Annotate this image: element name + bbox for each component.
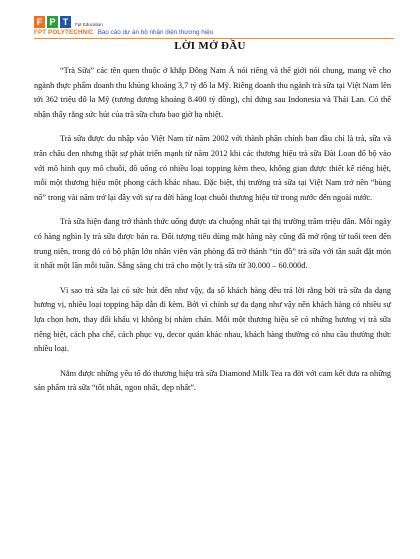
header-subtitle: Báo cáo dự án bộ nhận diện thương hiệu — [97, 29, 214, 36]
brand-name: FPT POLYTECHNIC — [34, 29, 94, 36]
paragraph: Nắm được những yếu tố đó thương hiệu trà sữa Diamond Milk Tea ra đời với cam kết đưa ra những sản phẩm trà sữa “tốt nhất, ngon nhất, đẹp nhất”. — [34, 368, 391, 393]
page-header — [34, 10, 394, 39]
logo-letter-t: T — [60, 16, 71, 28]
fpt-logo — [34, 16, 71, 28]
logo-subtext: Fpt Education — [75, 22, 103, 27]
body-content — [34, 64, 391, 406]
paragraph: Trà sữa hiện đang trở thành thức uống được ưa chuộng nhất tại thị trường trăm triệu dân. Mỗi ngày có hàng nghìn ly trà sữa được bán ra. Đối tượng tiêu dùng mặt hàng này cũng đã mở rộng từ tuổi teen đến trung niên, trong đó có bộ phận lớn nhân viên văn phòng đã trở thành “tín đồ” trà sữa với tần suất đặt món ít nhất một lần mỗi tuần. Sẵng sàng chi trả cho một ly trà sữa từ 30.000 – 60.000đ. — [34, 217, 391, 271]
logo-letter-p: P — [47, 16, 58, 28]
paragraph: Trà sữa được du nhập vào Việt Nam từ năm 2002 với thành phần chính ban đầu chỉ là trà, sữa và trân châu đen nhưng thật sự phát triển mạnh từ năm 2012 khi các thương hiệu trà sữa Đài Loan đổ bộ vào với mô hình quy mô chuỗi, đồ uống có nhiều loại topping kèm theo, không gian được thiết kế riêng biệt, mỗi một thương hiệu một phong cách khác nhau. Đặc biệt, thị trường trà sữa tại Việt Nam trở nên “bùng nổ” trong vài năm trở lại đây với sự ra đời hàng loạt chuỗi thương hiệu từ trong nước đến ngoài nước. — [34, 134, 391, 202]
header-line — [34, 29, 394, 36]
header-rule — [34, 38, 394, 39]
paragraph: Vì sao trà sữa lại có sức hút đến như vậy, đa số khách hàng đều trả lời rằng bởi trà sữa đa dạng hương vị, nhiều loại topping hấp dẫn đi kèm. Bởi vì chính sự đa dạng như vậy nên khách hàng có nhiều sự lựa chọn hơn, thay đổi khẩu vị không bị nhàm chán. Mỗi một thương hiệu sẽ có những hương vị trà sữa riêng biệt, cách pha chế, cách phục vụ, decor quán khác nhau, khách hàng thường có nhu cầu thưởng thức nhiều loại. — [34, 285, 391, 354]
paragraph: “Trà Sữa” các tên quen thuộc ở khắp Đông Nam Á nói riêng và thế giới nói chung, mang về cho ngành thực phẩm doanh thu khủng khoảng 3,7 tỷ đô la Mỹ. Riêng doanh thu ngành trà sữa tại Việt Nam lên tới 362 triệu đô la Mỹ (tương đương khoảng 8.400 tỷ đồng), chỉ đứng sau Indonesia và Thái Lan. Có thể nhận thấy rằng sức hút của trà sữa chưa bao giờ hạ nhiệt. — [34, 66, 391, 119]
logo-row — [34, 10, 394, 28]
logo-letter-f: F — [34, 16, 45, 28]
page-title: LỜI MỞ ĐẦU — [174, 40, 246, 52]
